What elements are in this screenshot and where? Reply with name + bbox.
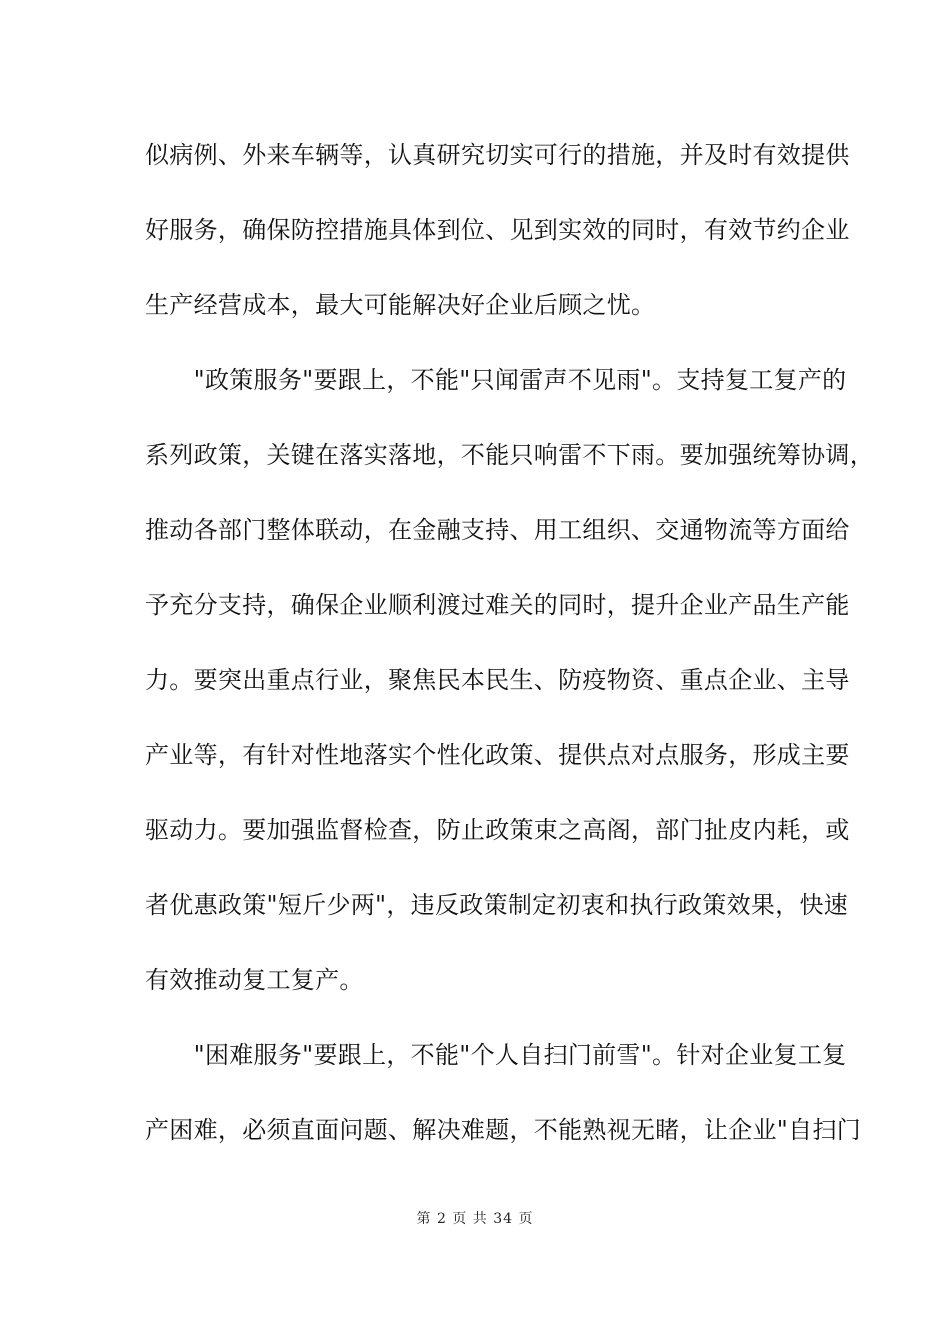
text-line: 好服务，确保防控措施具体到位、见到实效的同时，有效节约企业 [145, 216, 850, 244]
text-line: "困难服务"要跟上，不能"个人自扫门前雪"。针对企业复工复 [145, 1041, 847, 1069]
text-line: 有效推动复工复产。 [145, 966, 364, 994]
text-line: "政策服务"要跟上，不能"只闻雷声不见雨"。支持复工复产的 [145, 366, 847, 394]
text-line: 似病例、外来车辆等，认真研究切实可行的措施，并及时有效提供 [145, 141, 850, 169]
text-line: 予充分支持，确保企业顺利渡过难关的同时，提升企业产品生产能 [145, 591, 850, 619]
text-line: 力。要突出重点行业，聚焦民本民生、防疫物资、重点企业、主导 [145, 666, 850, 694]
text-line: 产困难，必须直面问题、解决难题，不能熟视无睹，让企业"自扫门 [145, 1116, 862, 1144]
text-line: 产业等，有针对性地落实个性化政策、提供点对点服务，形成主要 [145, 741, 850, 769]
page-number-label: 第 2 页 共 34 页 [416, 1211, 534, 1227]
page-footer [0, 1208, 950, 1228]
text-line: 者优惠政策"短斤少两"，违反政策制定初衷和执行政策效果，快速 [145, 891, 849, 919]
text-line: 生产经营成本，最大可能解决好企业后顾之忧。 [145, 291, 656, 319]
text-line: 驱动力。要加强监督检查，防止政策束之高阁，部门扯皮内耗，或 [145, 816, 850, 844]
text-line: 推动各部门整体联动，在金融支持、用工组织、交通物流等方面给 [145, 516, 850, 544]
document-body [145, 134, 874, 1184]
text-line: 系列政策，关键在落实落地，不能只响雷不下雨。要加强统筹协调， [145, 441, 874, 469]
